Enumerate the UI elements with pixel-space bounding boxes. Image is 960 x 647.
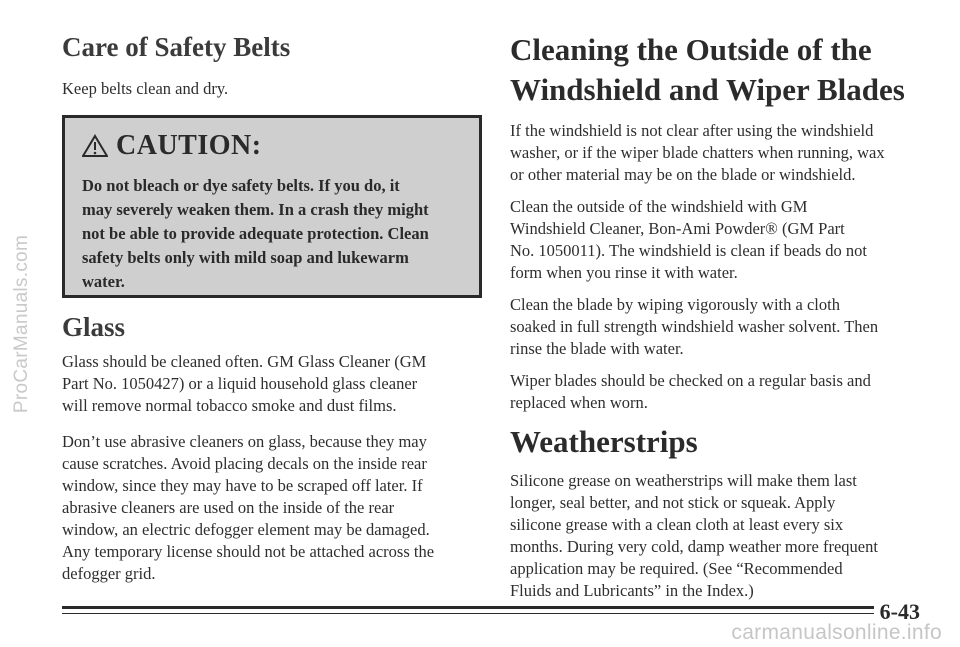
text-line: silicone grease with a clean cloth at least every six: [510, 515, 844, 534]
text-line: Fluids and Lubricants” in the Index.): [510, 581, 754, 600]
caution-line: safety belts only with mild soap and lukewarm: [82, 248, 409, 267]
right-column: [510, 30, 935, 602]
cleaning-windshield-heading: [510, 30, 935, 110]
bottom-watermark: carmanualsonline.info: [731, 621, 942, 644]
windshield-paragraph-2: [510, 196, 935, 284]
care-text: Keep belts clean and dry.: [62, 79, 229, 98]
text-line: Glass should be cleaned often. GM Glass Cleaner (GM: [62, 352, 427, 371]
caution-line: not be able to provide adequate protection. Clean: [82, 224, 429, 243]
text-line: Silicone grease on weatherstrips will make them last: [510, 471, 857, 490]
windshield-paragraph-1: [510, 120, 935, 186]
glass-heading: Glass: [62, 312, 126, 342]
text-line: Part No. 1050427) or a liquid household glass cleaner: [62, 374, 418, 393]
heading-line: Cleaning the Outside of the: [510, 32, 872, 67]
text-line: Don’t use abrasive cleaners on glass, because they may: [62, 432, 427, 451]
footer-rule-thin: [62, 613, 874, 614]
text-line: Windshield Cleaner, Bon-Ami Powder® (GM Part: [510, 219, 845, 238]
weatherstrips-heading: Weatherstrips: [510, 424, 698, 459]
text-line: application may be required. (See “Recommended: [510, 559, 843, 578]
text-line: soaked in full strength windshield washer solvent. Then: [510, 317, 879, 336]
caution-box: [62, 115, 482, 298]
text-line: abrasive cleaners are used on the inside of the rear: [62, 498, 395, 517]
caution-line: Do not bleach or dye safety belts. If you do, it: [82, 176, 400, 195]
text-line: will remove normal tobacco smoke and dust films.: [62, 396, 397, 415]
text-line: Clean the blade by wiping vigorously with a cloth: [510, 295, 840, 314]
text-line: window, since they may have to be scraped off later. If: [62, 476, 423, 495]
text-line: longer, seal better, and not stick or squeak. Apply: [510, 493, 836, 512]
left-column: [62, 30, 482, 100]
page-number: 6-43: [879, 599, 920, 624]
caution-text: [82, 174, 472, 294]
caution-header: [82, 130, 262, 162]
text-line: form when you rinse it with water.: [510, 263, 738, 282]
weatherstrips-paragraph: [510, 470, 935, 602]
text-line: months. During very cold, damp weather more frequent: [510, 537, 878, 556]
caution-title: CAUTION:: [116, 130, 262, 161]
text-line: window, an electric defogger element may be damaged.: [62, 520, 430, 539]
text-line: replaced when worn.: [510, 393, 648, 412]
left-watermark-text: ProCarManuals.com: [11, 234, 32, 413]
text-line: rinse the blade with water.: [510, 339, 684, 358]
text-line: or other material may be on the blade or windshield.: [510, 165, 856, 184]
warning-triangle-icon: [82, 134, 108, 158]
text-line: No. 1050011). The windshield is clean if beads do not: [510, 241, 867, 260]
windshield-paragraph-3: [510, 294, 935, 360]
text-line: Any temporary license should not be attached across the: [62, 542, 435, 561]
glass-paragraph-2: [62, 431, 482, 585]
glass-paragraph-1: [62, 351, 482, 417]
caution-line: water.: [82, 272, 125, 291]
text-line: Clean the outside of the windshield with GM: [510, 197, 808, 216]
windshield-paragraph-4: [510, 370, 935, 414]
text-line: Wiper blades should be checked on a regular basis and: [510, 371, 871, 390]
glass-section: [62, 310, 482, 585]
text-line: cause scratches. Avoid placing decals on the inside rear: [62, 454, 427, 473]
text-line: If the windshield is not clear after using the windshield: [510, 121, 874, 140]
text-line: washer, or if the wiper blade chatters when running, wax: [510, 143, 885, 162]
caution-line: may severely weaken them. In a crash they might: [82, 200, 429, 219]
heading-line: Windshield and Wiper Blades: [510, 72, 905, 107]
left-watermark: [2, 0, 42, 647]
care-of-safety-belts-heading: Care of Safety Belts: [62, 32, 291, 62]
footer-rule-thick: [62, 606, 874, 609]
text-line: defogger grid.: [62, 564, 156, 583]
